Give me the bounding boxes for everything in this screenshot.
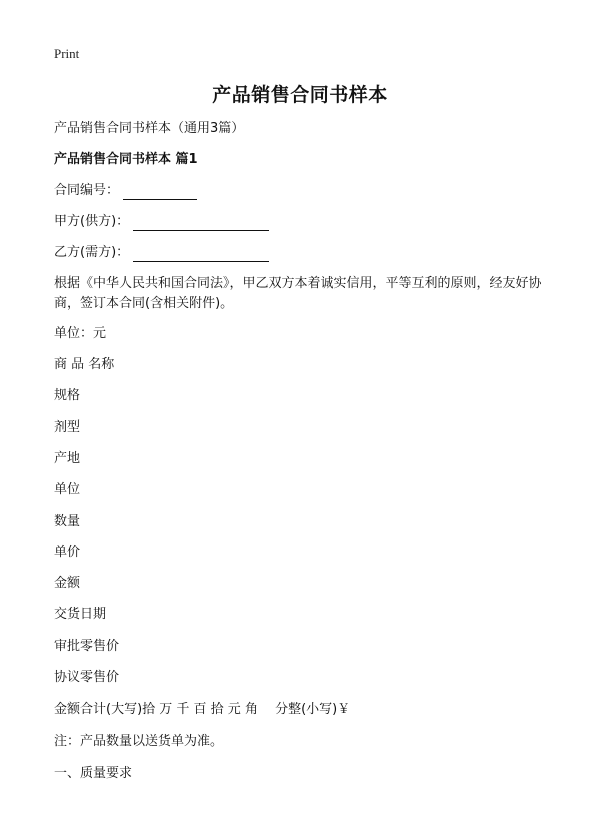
- item-line: 剂型: [54, 420, 81, 435]
- contract-number-blank: [123, 185, 197, 200]
- contract-number-label: 合同编号：: [54, 183, 120, 198]
- quality-heading: 一、质量要求: [54, 766, 133, 781]
- party-b-blank: [133, 247, 269, 262]
- party-b-field: [54, 244, 269, 262]
- party-a-field: [54, 213, 269, 231]
- item-line: 规格: [54, 388, 81, 403]
- amount-total-line: 金额合计(大写)拾 万 千 百 拾 元 角 分整(小写)￥: [54, 702, 351, 717]
- item-line: 金额: [54, 576, 81, 591]
- document-subtitle: 产品销售合同书样本（通用3篇）: [54, 121, 245, 136]
- item-line: 商 品 名称: [54, 357, 115, 372]
- item-line: 交货日期: [54, 607, 107, 622]
- party-b-label: 乙方(需方)：: [54, 245, 130, 260]
- item-line: 单位：元: [54, 326, 107, 341]
- item-line: 单位: [54, 482, 81, 497]
- contract-number-field: [54, 182, 197, 200]
- item-line: 协议零售价: [54, 670, 120, 685]
- section-heading: 产品销售合同书样本 篇1: [54, 152, 198, 167]
- item-line: 审批零售价: [54, 639, 120, 654]
- item-line: 单价: [54, 545, 81, 560]
- document-title: 产品销售合同书样本: [212, 84, 388, 106]
- item-line: 产地: [54, 451, 81, 466]
- party-a-blank: [133, 216, 269, 231]
- intro-paragraph: 根据《中华人民共和国合同法》，甲乙双方本着诚实信用，平等互利的原则，经友好协商，签订本合同(含相关附件)。: [54, 276, 542, 311]
- print-link[interactable]: Print: [54, 46, 80, 61]
- item-line: 数量: [54, 514, 81, 529]
- note-line: 注：产品数量以送货单为准。: [54, 734, 224, 749]
- party-a-label: 甲方(供方)：: [54, 214, 130, 229]
